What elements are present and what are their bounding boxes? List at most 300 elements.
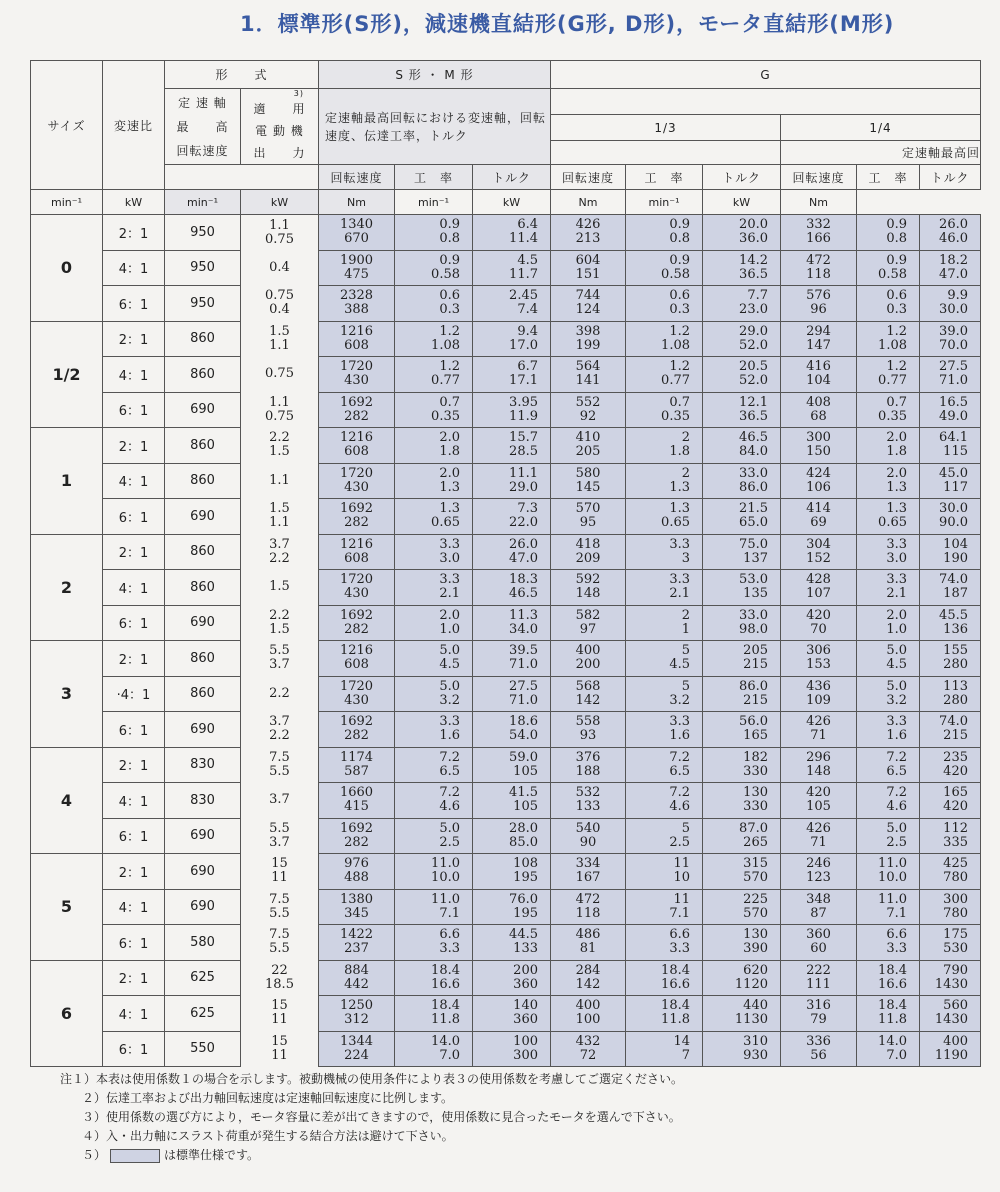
size-cell: 1/2 <box>31 321 103 428</box>
sm-value-cell <box>473 676 551 712</box>
g14-value-cell <box>857 286 920 322</box>
g13-value: 284 142 <box>575 962 601 992</box>
table-row <box>31 996 981 1032</box>
unit-g14-nm: Nm <box>781 190 857 215</box>
g13-value: 75.0 137 <box>739 536 768 566</box>
note-2: ２）伝達工率および出力軸回転速度は定速軸回転速度に比例します。 <box>82 1091 454 1105</box>
sm-value: 1900 475 <box>339 252 374 282</box>
sm-value-cell <box>319 250 395 286</box>
sm-value: 6.4 11.4 <box>509 217 538 247</box>
sm-value: 1344 224 <box>339 1033 374 1063</box>
sm-value: 884 442 <box>344 962 369 992</box>
g14-value: 3.3 2.1 <box>886 572 907 602</box>
sm-value-cell <box>395 534 473 570</box>
g14-value: 408 68 <box>806 394 831 424</box>
sm-value-cell <box>395 392 473 428</box>
ratio-cell: 2：1 <box>103 321 165 357</box>
ratio-cell: 4：1 <box>103 570 165 606</box>
g13-value-cell <box>551 321 626 357</box>
g14-value-cell <box>857 960 920 996</box>
motor-value: 3.7 <box>269 792 290 808</box>
g13-value-cell <box>626 605 703 641</box>
g14-value-cell <box>781 818 857 854</box>
g13-value: 564 141 <box>575 359 601 389</box>
g13-value-cell <box>551 712 626 748</box>
g13-value: 5 3.2 <box>669 678 690 708</box>
table-row <box>31 215 981 251</box>
g13-value-cell <box>703 534 781 570</box>
g14-value-cell <box>781 321 857 357</box>
table-row <box>31 676 981 712</box>
sm-value-cell <box>319 499 395 535</box>
g13-value-cell <box>626 215 703 251</box>
header-g13-speed: 回転速度 <box>551 165 626 190</box>
g14-value-cell <box>781 960 857 996</box>
sm-value: 1692 282 <box>339 607 374 637</box>
unit-g13-kw: kW <box>473 190 551 215</box>
g13-value: 2 1.8 <box>669 430 690 460</box>
g13-value: 426 213 <box>575 217 601 247</box>
header-g-blank <box>551 89 981 115</box>
g14-value: 165 420 <box>943 785 968 815</box>
motor-value: 15 11 <box>271 856 288 886</box>
sm-value: 2.0 1.0 <box>439 607 460 637</box>
g13-value: 130 330 <box>743 785 768 815</box>
g13-value-cell <box>703 925 781 961</box>
motor-cell <box>241 1031 319 1067</box>
sm-value: 14.0 7.0 <box>431 1033 460 1063</box>
motor-cell <box>241 854 319 890</box>
const-speed-cell: 860 <box>165 676 241 712</box>
table-row <box>31 889 981 925</box>
g13-value: 29.0 52.0 <box>739 323 768 353</box>
g13-value: 5 4.5 <box>669 643 690 673</box>
motor-sup: 3) <box>293 88 304 98</box>
g13-value-cell <box>626 747 703 783</box>
sm-value-cell <box>319 357 395 393</box>
g13-value-cell <box>626 783 703 819</box>
sm-value-cell <box>395 676 473 712</box>
g14-value: 2.0 1.8 <box>886 430 907 460</box>
table-row <box>31 854 981 890</box>
g14-value: 7.2 6.5 <box>886 749 907 779</box>
g14-value: 18.4 16.6 <box>878 962 907 992</box>
g14-value: 296 148 <box>806 749 831 779</box>
sm-value: 7.2 6.5 <box>439 749 460 779</box>
g14-value-cell <box>857 641 920 677</box>
g13-value-cell <box>626 570 703 606</box>
g14-value: 222 111 <box>806 962 831 992</box>
table-row <box>31 1031 981 1067</box>
g13-value-cell <box>626 499 703 535</box>
ratio-cell: 6：1 <box>103 499 165 535</box>
sm-value-cell <box>473 215 551 251</box>
table-row <box>31 392 981 428</box>
g13-value-cell <box>626 357 703 393</box>
g14-value: 428 107 <box>806 572 831 602</box>
g13-value: 558 93 <box>575 714 601 744</box>
g13-value-cell <box>626 428 703 464</box>
g14-value: 472 118 <box>806 252 831 282</box>
ratio-cell: 2：1 <box>103 854 165 890</box>
const-speed-cell: 690 <box>165 712 241 748</box>
g13-value: 1.3 0.65 <box>661 501 690 531</box>
g14-value-cell <box>920 534 981 570</box>
g14-value-cell <box>857 1031 920 1067</box>
sm-value: 1692 282 <box>339 394 374 424</box>
g14-value-cell <box>781 392 857 428</box>
g14-value: 39.0 70.0 <box>939 323 968 353</box>
g14-value-cell <box>920 889 981 925</box>
g14-value: 306 153 <box>806 643 831 673</box>
table-row <box>31 960 981 996</box>
g13-value: 552 92 <box>575 394 601 424</box>
size-cell: 6 <box>31 960 103 1067</box>
g13-value-cell <box>551 641 626 677</box>
sm-value: 11.0 10.0 <box>431 856 460 886</box>
ratio-cell: 2：1 <box>103 960 165 996</box>
g14-value-cell <box>781 570 857 606</box>
g14-value-cell <box>857 605 920 641</box>
g13-value: 5 2.5 <box>669 820 690 850</box>
g13-value: 33.0 86.0 <box>739 465 768 495</box>
sm-value-cell <box>473 996 551 1032</box>
table-row <box>31 286 981 322</box>
sm-value-cell <box>395 250 473 286</box>
sm-value-cell <box>395 215 473 251</box>
g14-value-cell <box>920 499 981 535</box>
g13-value: 376 188 <box>575 749 601 779</box>
sm-value-cell <box>473 321 551 357</box>
g13-value-cell <box>703 250 781 286</box>
g14-value: 5.0 4.5 <box>886 643 907 673</box>
g13-value-cell <box>626 889 703 925</box>
g14-value: 113 280 <box>943 678 968 708</box>
g13-value-cell <box>626 712 703 748</box>
g14-value: 2.0 1.0 <box>886 607 907 637</box>
g14-value: 5.0 3.2 <box>886 678 907 708</box>
sm-value: 26.0 47.0 <box>509 536 538 566</box>
g14-value: 246 123 <box>806 856 831 886</box>
g14-value: 45.5 136 <box>939 607 968 637</box>
table-row <box>31 321 981 357</box>
header-sm-torque: トルク <box>473 165 551 190</box>
sm-value-cell <box>395 570 473 606</box>
g14-value-cell <box>857 818 920 854</box>
g13-value-cell <box>703 286 781 322</box>
sm-value-cell <box>395 1031 473 1067</box>
g14-value: 426 71 <box>806 820 831 850</box>
sm-value: 1216 608 <box>339 323 374 353</box>
table-row <box>31 570 981 606</box>
ratio-cell: 4：1 <box>103 889 165 925</box>
const-speed-cell: 690 <box>165 392 241 428</box>
sm-value-cell <box>473 428 551 464</box>
sm-value-cell <box>319 712 395 748</box>
motor-cell <box>241 925 319 961</box>
g13-value: 0.6 0.3 <box>669 288 690 318</box>
header-sm-desc: 定速軸最高回転における変速軸，回転速度、伝達工率，トルク <box>319 89 551 165</box>
motor-value: 0.75 0.4 <box>265 288 294 318</box>
motor-cell <box>241 357 319 393</box>
g14-value-cell <box>857 392 920 428</box>
ratio-cell: 6：1 <box>103 712 165 748</box>
g13-value-cell <box>703 783 781 819</box>
header-size: サイズ <box>31 61 103 190</box>
sm-value-cell <box>319 1031 395 1067</box>
sm-value: 3.95 11.9 <box>509 394 538 424</box>
sm-value: 1174 587 <box>339 749 374 779</box>
sm-value: 1.2 0.77 <box>431 359 460 389</box>
motor-value: 1.5 <box>269 579 290 595</box>
ratio-cell: 2：1 <box>103 534 165 570</box>
g14-value-cell <box>920 1031 981 1067</box>
page-title: 1．標準形(S形)，減速機直結形(G形, D形)，モータ直結形(M形) <box>240 12 895 36</box>
g13-value-cell <box>626 463 703 499</box>
g13-value-cell <box>626 286 703 322</box>
const-speed-cell: 690 <box>165 818 241 854</box>
sm-value: 0.9 0.8 <box>439 217 460 247</box>
sm-value: 1340 670 <box>339 217 374 247</box>
sm-value-cell <box>473 463 551 499</box>
sm-value-cell <box>319 676 395 712</box>
table-row <box>31 499 981 535</box>
sm-value-cell <box>473 747 551 783</box>
size-cell: 5 <box>31 854 103 961</box>
ratio-cell: ·4：1 <box>103 676 165 712</box>
sm-value: 28.0 85.0 <box>509 820 538 850</box>
g13-value-cell <box>551 570 626 606</box>
sm-value: 6.6 3.3 <box>439 927 460 957</box>
sm-value: 44.5 133 <box>509 927 538 957</box>
sm-value-cell <box>473 534 551 570</box>
sm-value: 1692 282 <box>339 501 374 531</box>
const-speed-cell: 950 <box>165 286 241 322</box>
g14-value: 1.3 0.65 <box>878 501 907 531</box>
g13-value: 592 148 <box>575 572 601 602</box>
g13-value-cell <box>551 960 626 996</box>
sm-value-cell <box>473 499 551 535</box>
g13-value: 432 72 <box>575 1033 601 1063</box>
g13-value-cell <box>551 428 626 464</box>
g14-value-cell <box>920 783 981 819</box>
ratio-cell: 6：1 <box>103 818 165 854</box>
sm-value-cell <box>395 321 473 357</box>
header-g13: 1/3 <box>551 115 781 141</box>
sm-value: 2.0 1.3 <box>439 465 460 495</box>
sm-value: 7.3 22.0 <box>509 501 538 531</box>
g13-value-cell <box>551 499 626 535</box>
g14-value-cell <box>781 641 857 677</box>
const-speed-cell: 690 <box>165 854 241 890</box>
g14-value-cell <box>781 1031 857 1067</box>
sm-value: 7.2 4.6 <box>439 785 460 815</box>
g13-value-cell <box>551 925 626 961</box>
g13-value-cell <box>551 1031 626 1067</box>
g13-value: 398 199 <box>575 323 601 353</box>
sm-value: 1216 608 <box>339 643 374 673</box>
sm-value: 18.4 11.8 <box>431 998 460 1028</box>
motor-value: 1.1 0.75 <box>265 394 294 424</box>
sm-value-cell <box>319 463 395 499</box>
g14-value: 3.3 3.0 <box>886 536 907 566</box>
g13-value-cell <box>626 250 703 286</box>
g13-value-cell <box>703 854 781 890</box>
g14-value: 16.5 49.0 <box>939 394 968 424</box>
g13-value: 182 330 <box>743 749 768 779</box>
motor-cell <box>241 286 319 322</box>
g13-value: 620 1120 <box>734 962 768 992</box>
g13-value: 56.0 165 <box>739 714 768 744</box>
motor-cell <box>241 428 319 464</box>
const-speed-cell: 625 <box>165 960 241 996</box>
header-g13-power: 工 率 <box>626 165 703 190</box>
sm-value-cell <box>395 818 473 854</box>
const-speed-cell: 625 <box>165 996 241 1032</box>
motor-value: 0.75 <box>265 366 294 382</box>
motor-cell <box>241 321 319 357</box>
g13-value: 6.6 3.3 <box>669 927 690 957</box>
g14-value-cell <box>857 321 920 357</box>
motor-value: 1.5 1.1 <box>269 323 290 353</box>
g14-value: 1.2 1.08 <box>878 323 907 353</box>
motor-cell <box>241 463 319 499</box>
g13-value: 580 145 <box>575 465 601 495</box>
sm-value: 0.9 0.58 <box>431 252 460 282</box>
g13-value: 1.2 1.08 <box>661 323 690 353</box>
const-speed-cell: 950 <box>165 215 241 251</box>
const-speed-l1: 定 速 軸 <box>178 95 227 110</box>
g13-value-cell <box>626 321 703 357</box>
note-1: 注１）本表は使用係数１の場合を示します。被動機械の使用条件により表３の使用係数を考慮してご選定ください。 <box>60 1072 684 1086</box>
const-speed-cell: 950 <box>165 250 241 286</box>
unit-sm-nm: Nm <box>319 190 395 215</box>
motor-cell <box>241 960 319 996</box>
g13-value: 3.3 2.1 <box>669 572 690 602</box>
g13-value-cell <box>626 641 703 677</box>
unit-g14-min: min⁻¹ <box>626 190 703 215</box>
sm-value: 59.0 105 <box>509 749 538 779</box>
g13-value: 86.0 215 <box>739 678 768 708</box>
g13-value-cell <box>703 392 781 428</box>
g14-value-cell <box>920 286 981 322</box>
g14-value-cell <box>781 357 857 393</box>
const-speed-cell: 830 <box>165 783 241 819</box>
g14-value: 436 109 <box>806 678 831 708</box>
g13-value-cell <box>703 321 781 357</box>
sm-value: 18.3 46.5 <box>509 572 538 602</box>
g13-value: 14.2 36.5 <box>739 252 768 282</box>
sm-value-cell <box>395 747 473 783</box>
motor-cell <box>241 889 319 925</box>
g13-value-cell <box>551 215 626 251</box>
sm-value-cell <box>395 428 473 464</box>
sm-value-cell <box>473 286 551 322</box>
sm-value: 18.4 16.6 <box>431 962 460 992</box>
sm-value: 4.5 11.7 <box>509 252 538 282</box>
g14-value-cell <box>781 676 857 712</box>
sm-value: 2.45 7.4 <box>509 288 538 318</box>
sm-value: 1660 415 <box>339 785 374 815</box>
g14-value: 0.7 0.35 <box>878 394 907 424</box>
g13-value: 7.7 23.0 <box>739 288 768 318</box>
sm-value-cell <box>395 641 473 677</box>
g14-value: 9.9 30.0 <box>939 288 968 318</box>
g14-value: 316 79 <box>806 998 831 1028</box>
sm-value: 1720 430 <box>339 572 374 602</box>
unit-g13-nm: Nm <box>551 190 626 215</box>
sm-value: 76.0 195 <box>509 891 538 921</box>
g14-value: 400 1190 <box>934 1033 968 1063</box>
g14-value-cell <box>857 428 920 464</box>
g14-value-cell <box>781 747 857 783</box>
motor-cell <box>241 605 319 641</box>
g13-value: 418 209 <box>575 536 601 566</box>
sm-value-cell <box>319 818 395 854</box>
g14-value-cell <box>781 250 857 286</box>
sm-value: 2328 388 <box>339 288 374 318</box>
g13-value: 87.0 265 <box>739 820 768 850</box>
header-ratio: 変速比 <box>103 61 165 190</box>
motor-value: 7.5 5.5 <box>269 749 290 779</box>
sm-value-cell <box>319 854 395 890</box>
g13-value-cell <box>626 534 703 570</box>
table-row <box>31 463 981 499</box>
g13-value: 540 90 <box>575 820 601 850</box>
g13-value: 12.1 36.5 <box>739 394 768 424</box>
g14-value-cell <box>781 605 857 641</box>
g14-value-cell <box>781 499 857 535</box>
g14-value: 294 147 <box>806 323 831 353</box>
g14-value: 420 70 <box>806 607 831 637</box>
sm-value-cell <box>473 1031 551 1067</box>
sm-value: 1720 430 <box>339 465 374 495</box>
g14-value: 416 104 <box>806 359 831 389</box>
ratio-cell: 4：1 <box>103 996 165 1032</box>
g14-value-cell <box>920 925 981 961</box>
sm-value-cell <box>395 925 473 961</box>
sm-value-cell <box>319 428 395 464</box>
sm-value-cell <box>319 960 395 996</box>
const-speed-cell: 830 <box>165 747 241 783</box>
g13-value-cell <box>703 570 781 606</box>
ratio-cell: 4：1 <box>103 357 165 393</box>
const-speed-cell: 690 <box>165 605 241 641</box>
g14-value-cell <box>781 889 857 925</box>
ratio-cell: 4：1 <box>103 783 165 819</box>
g14-value: 18.2 47.0 <box>939 252 968 282</box>
motor-value: 5.5 3.7 <box>269 643 290 673</box>
g13-value: 582 97 <box>575 607 601 637</box>
g14-value-cell <box>781 463 857 499</box>
table-row <box>31 783 981 819</box>
motor-value: 2.2 1.5 <box>269 430 290 460</box>
g13-value: 33.0 98.0 <box>739 607 768 637</box>
sm-value: 1216 608 <box>339 430 374 460</box>
g13-value-cell <box>551 286 626 322</box>
motor-cell <box>241 783 319 819</box>
g14-value-cell <box>920 605 981 641</box>
sm-value: 9.4 17.0 <box>509 323 538 353</box>
g13-value-cell <box>626 996 703 1032</box>
const-speed-l2: 最 高 <box>176 119 229 134</box>
sm-value: 100 300 <box>513 1033 538 1063</box>
header-g14-power: 工 率 <box>857 165 920 190</box>
motor-value: 3.7 2.2 <box>269 536 290 566</box>
sm-value-cell <box>473 854 551 890</box>
g14-value: 360 60 <box>806 927 831 957</box>
g13-value-cell <box>626 854 703 890</box>
